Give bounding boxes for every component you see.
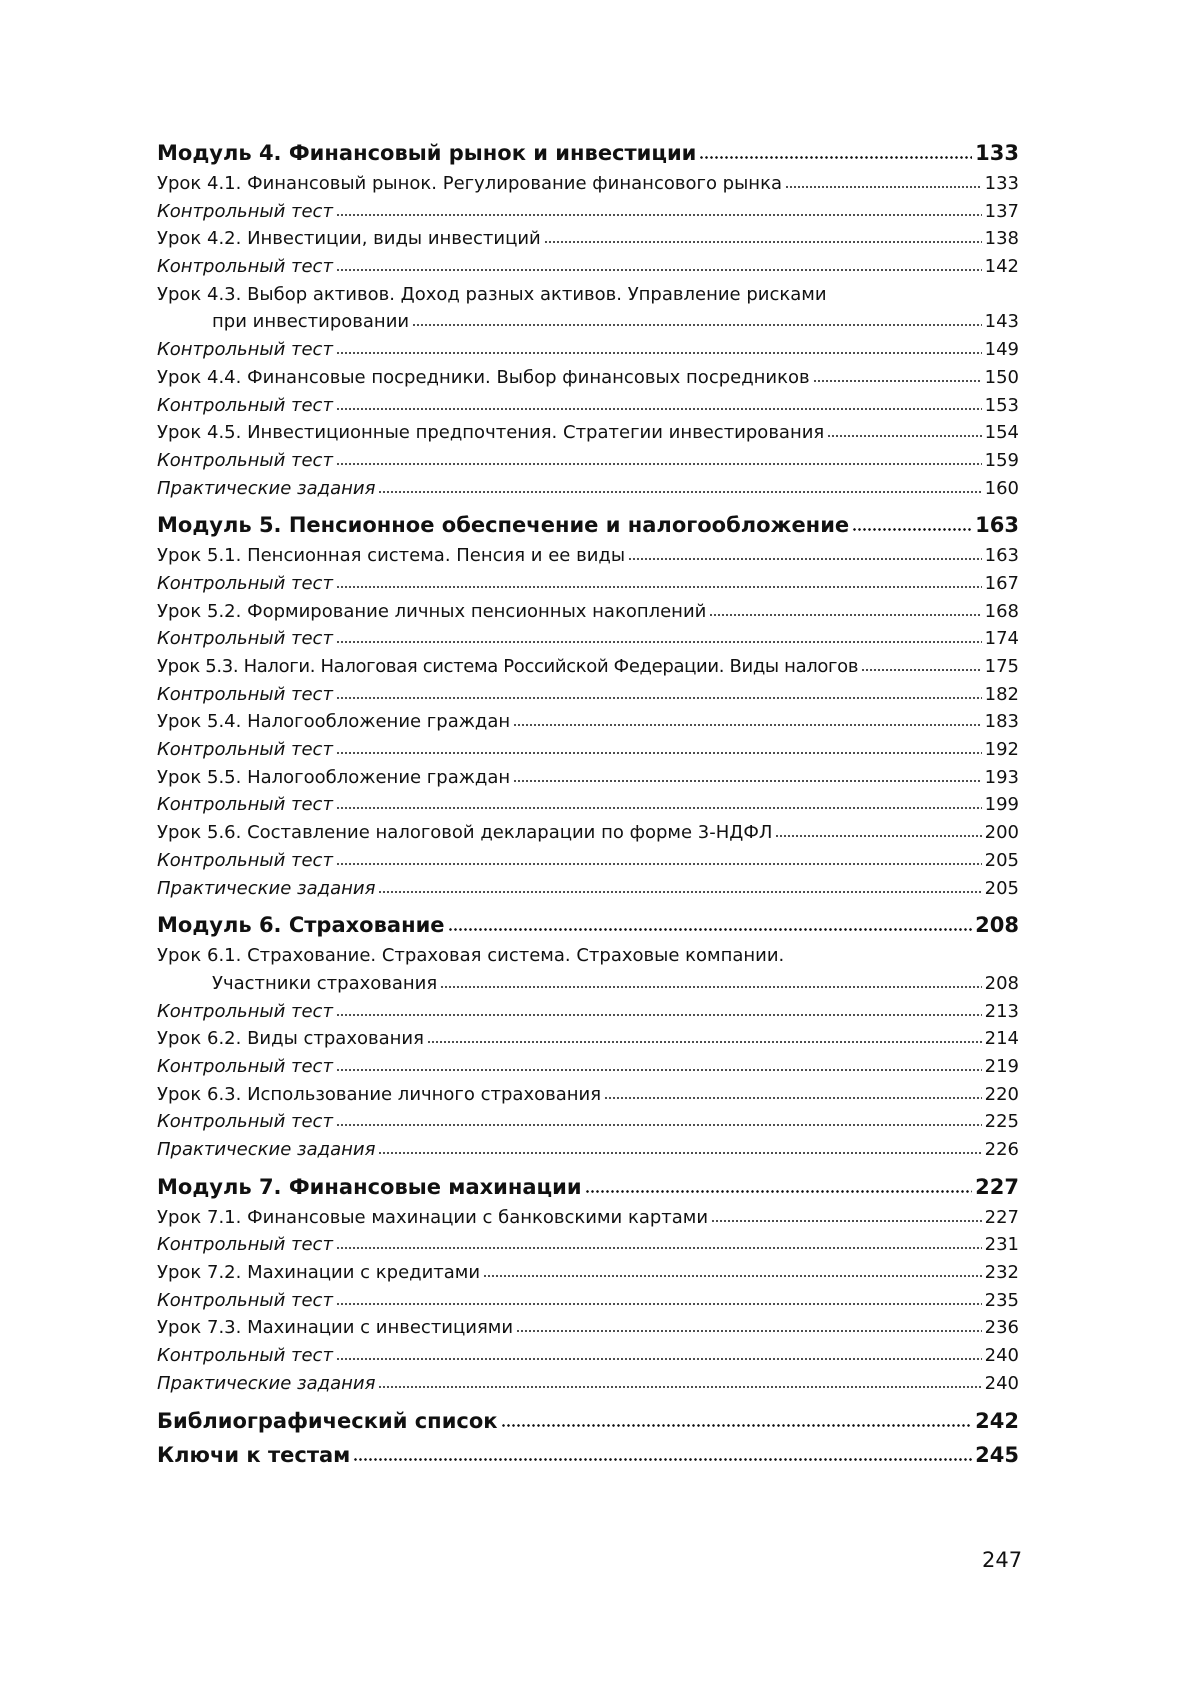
entry-title: Урок 4.3. Выбор активов. Доход разных активов. Управление рисками [157,283,827,305]
toc-entry [157,281,1019,309]
toc-entry [157,875,1019,903]
module-title: Модуль 5. Пенсионное обеспечение и налогообложение [157,513,850,538]
toc-entry [157,1314,1019,1342]
entry-title: Урок 5.5. Налогообложение граждан [157,766,511,788]
dot-leader [440,986,981,988]
toc-entry [157,475,1019,503]
toc-entry [157,791,1019,819]
entry-page: 160 [984,477,1019,499]
dot-leader [513,724,981,726]
entry-page: 232 [984,1262,1019,1284]
entry-title: Практические задания [157,877,376,899]
dot-leader [336,463,982,465]
entry-page: 213 [984,1000,1019,1022]
dot-leader [336,641,982,643]
entry-title: Контрольный тест [157,739,333,761]
entry-title: Контрольный тест [157,849,333,871]
toc-bibliography-heading [157,1404,1019,1438]
toc-entry [157,708,1019,736]
entry-title: Практические задания [157,477,376,499]
entry-title: Урок 7.2. Махинации с кредитами [157,1262,481,1284]
dot-leader [709,614,981,616]
toc-entry [157,447,1019,475]
entry-page: 163 [984,545,1019,567]
keys-title: Ключи к тестам [157,1442,351,1467]
dot-leader [353,1458,972,1461]
toc-entry [157,819,1019,847]
entry-page: 214 [984,1028,1019,1050]
toc-module-heading [157,136,1019,170]
entry-page: 226 [984,1139,1019,1160]
toc-entry-continuation [157,308,1019,336]
entry-title: Урок 4.1. Финансовый рынок. Регулирование финансового рынка [157,173,782,194]
entry-page: 167 [984,572,1019,594]
entry-title: Контрольный тест [157,394,333,416]
toc-entry [157,625,1019,653]
dot-leader [336,1124,982,1126]
toc-module-heading [157,508,1019,542]
table-of-contents [157,136,1019,1472]
dot-leader [699,156,972,159]
dot-leader [336,1303,982,1305]
bibliography-page: 242 [975,1408,1019,1433]
dot-leader [336,269,982,271]
entry-page: 154 [984,422,1019,444]
toc-entry [157,1053,1019,1081]
entry-page: 174 [984,628,1019,650]
toc-entry [157,1081,1019,1109]
module-page: 133 [975,141,1019,165]
entry-page: 150 [984,366,1019,388]
dot-leader [483,1275,982,1277]
toc-entry [157,1259,1019,1287]
entry-page: 175 [984,656,1019,677]
dot-leader [775,835,981,837]
toc-entry [157,198,1019,226]
toc-entry [157,1025,1019,1053]
entry-title: Контрольный тест [157,1111,333,1133]
dot-leader [861,669,982,671]
toc-module-heading [157,908,1019,942]
dot-leader [336,863,982,865]
dot-leader [852,528,972,531]
entry-title: Контрольный тест [157,683,333,705]
toc-entry [157,764,1019,792]
dot-leader [336,214,982,216]
entry-title: Практические задания [157,1372,376,1394]
dot-leader [336,1247,982,1249]
dot-leader [336,807,982,809]
toc-keys-heading [157,1438,1019,1472]
dot-leader [336,697,982,699]
entry-title: Контрольный тест [157,628,333,650]
dot-leader [336,1358,982,1360]
entry-page: 199 [984,794,1019,816]
dot-leader [513,780,981,782]
dot-leader [711,1220,982,1222]
entry-page: 219 [984,1055,1019,1077]
entry-title-continuation: при инвестировании [212,311,410,333]
toc-entry [157,253,1019,281]
entry-page: 159 [984,449,1019,471]
dot-leader [604,1097,982,1099]
bibliography-title: Библиографический список [157,1408,498,1433]
entry-title: Урок 4.2. Инвестиции, виды инвестиций [157,228,541,250]
entry-page: 142 [984,256,1019,278]
entry-title: Контрольный тест [157,572,333,594]
toc-entry [157,1231,1019,1259]
dot-leader [378,1386,981,1388]
dot-leader [336,352,982,354]
dot-leader [585,1190,973,1193]
module-title: Модуль 6. Страхование [157,913,445,938]
toc-entry [157,225,1019,253]
toc-entry [157,653,1019,681]
entry-title: Контрольный тест [157,449,333,471]
keys-page: 245 [975,1442,1019,1467]
entry-title: Урок 5.6. Составление налоговой декларации по форме 3-НДФЛ [157,822,773,844]
entry-title: Контрольный тест [157,1345,333,1367]
toc-entry [157,1136,1019,1164]
entry-title: Урок 7.1. Финансовые махинации с банковскими картами [157,1206,709,1228]
dot-leader [336,586,982,588]
module-page: 208 [975,913,1019,938]
dot-leader [516,1330,982,1332]
entry-title: Контрольный тест [157,794,333,816]
entry-page: 200 [984,822,1019,844]
dot-leader [336,1014,982,1016]
entry-title: Урок 5.1. Пенсионная система. Пенсия и ее виды [157,545,626,567]
toc-entry [157,419,1019,447]
toc-entry [157,847,1019,875]
entry-page: 240 [984,1345,1019,1367]
entry-page: 220 [984,1083,1019,1105]
entry-page: 205 [984,849,1019,871]
dot-leader [336,1069,982,1071]
entry-title: Контрольный тест [157,1000,333,1022]
dot-leader [628,558,982,560]
dot-leader [378,1152,981,1154]
entry-title: Урок 6.2. Виды страхования [157,1028,424,1050]
module-page: 227 [975,1174,1019,1199]
entry-title: Контрольный тест [157,200,333,222]
entry-page: 182 [984,683,1019,705]
dot-leader [427,1041,982,1043]
toc-entry [157,364,1019,392]
entry-page: 227 [984,1206,1019,1228]
entry-page: 236 [984,1317,1019,1339]
entry-title: Урок 6.3. Использование личного страхования [157,1083,602,1105]
page-number: 247 [982,1548,1023,1572]
entry-page: 231 [984,1234,1019,1256]
entry-page: 153 [984,394,1019,416]
entry-title: Урок 7.3. Махинации с инвестициями [157,1317,514,1339]
entry-page: 168 [984,600,1019,622]
toc-entry [157,1370,1019,1398]
dot-leader [813,380,982,382]
entry-page: 133 [984,173,1019,194]
toc-entry [157,392,1019,420]
entry-title: Контрольный тест [157,1289,333,1311]
dot-leader [785,186,982,188]
toc-entry [157,942,1019,970]
toc-entry [157,736,1019,764]
dot-leader [378,891,981,893]
dot-leader [544,241,982,243]
toc-entry [157,1342,1019,1370]
toc-entry [157,170,1019,198]
entry-page: 138 [984,228,1019,250]
dot-leader [336,408,982,410]
toc-entry-continuation [157,970,1019,998]
entry-title: Контрольный тест [157,339,333,361]
entry-page: 183 [984,711,1019,733]
entry-page: 240 [984,1372,1019,1394]
toc-entry [157,1287,1019,1315]
entry-title: Урок 5.2. Формирование личных пенсионных накоплений [157,600,707,622]
entry-title: Урок 6.1. Страхование. Страховая система. Страховые компании. [157,945,785,967]
entry-title: Контрольный тест [157,1055,333,1077]
dot-leader [827,435,981,437]
entry-page: 235 [984,1289,1019,1311]
entry-page: 143 [984,311,1019,333]
dot-leader [448,928,973,931]
entry-title: Урок 4.4. Финансовые посредники. Выбор финансовых посредников [157,366,810,388]
entry-title: Урок 5.3. Налоги. Налоговая система Российской Федерации. Виды налогов [157,656,859,677]
toc-entry [157,542,1019,570]
toc-entry [157,1108,1019,1136]
entry-title: Контрольный тест [157,1234,333,1256]
entry-title: Урок 4.5. Инвестиционные предпочтения. Стратегии инвестирования [157,422,825,444]
entry-page: 137 [984,200,1019,222]
entry-title: Практические задания [157,1139,376,1160]
toc-entry [157,598,1019,626]
dot-leader [336,752,982,754]
toc-entry [157,998,1019,1026]
entry-page: 225 [984,1111,1019,1133]
entry-page: 149 [984,339,1019,361]
toc-entry [157,681,1019,709]
entry-title-continuation: Участники страхования [212,972,438,994]
module-page: 163 [975,513,1019,538]
entry-title: Урок 5.4. Налогообложение граждан [157,711,511,733]
entry-page: 205 [984,877,1019,899]
entry-page: 193 [984,766,1019,788]
dot-leader [378,491,981,493]
module-title: Модуль 7. Финансовые махинации [157,1174,582,1199]
entry-page: 208 [984,972,1019,994]
toc-entry [157,1204,1019,1232]
entry-page: 192 [984,739,1019,761]
dot-leader [412,324,982,326]
dot-leader [501,1424,973,1427]
toc-module-heading [157,1170,1019,1204]
toc-entry [157,336,1019,364]
entry-title: Контрольный тест [157,256,333,278]
toc-entry [157,570,1019,598]
module-title: Модуль 4. Финансовый рынок и инвестиции [157,141,697,165]
